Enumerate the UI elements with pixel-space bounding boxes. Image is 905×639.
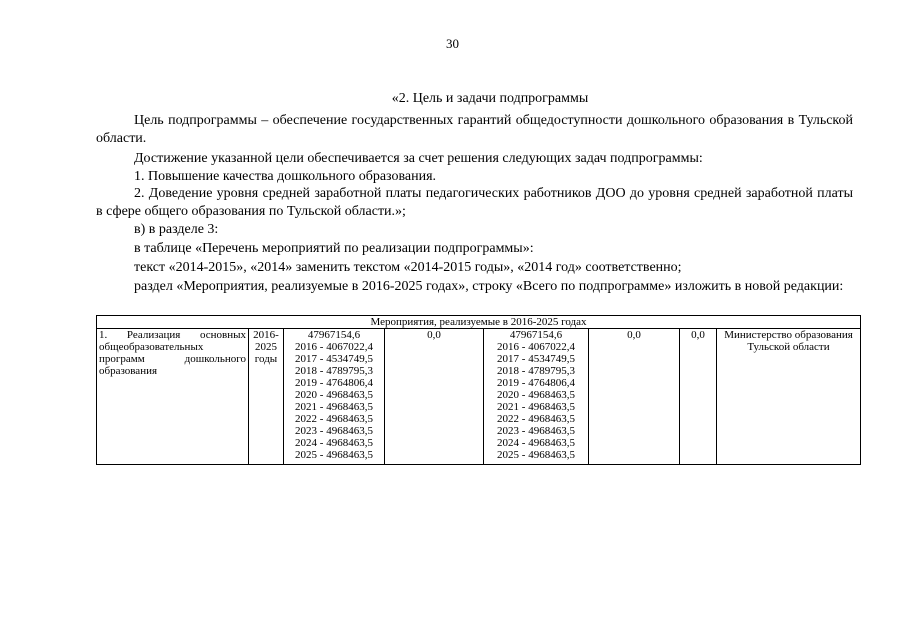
regional-value: 47967154,6 bbox=[509, 329, 563, 341]
regional-year-value: 2023 - 4968463,5 bbox=[497, 425, 575, 437]
table-ref-paragraph: в таблице «Перечень мероприятий по реализации подпрограммы»: bbox=[134, 241, 534, 256]
measure-federal-cell: 0,0 bbox=[385, 329, 484, 465]
measure-municipal-cell: 0,0 bbox=[589, 329, 680, 465]
total-year-value: 2024 - 4968463,5 bbox=[295, 437, 373, 449]
table-row bbox=[97, 329, 861, 465]
regional-year-value: 2020 - 4968463,5 bbox=[497, 389, 575, 401]
measure-period-cell: 2016-2025 годы bbox=[249, 329, 284, 465]
total-year-value: 2023 - 4968463,5 bbox=[295, 425, 373, 437]
table-section-title: Мероприятия, реализуемые в 2016-2025 годах bbox=[97, 316, 861, 329]
measure-total-cell bbox=[284, 329, 385, 465]
achievement-paragraph: Достижение указанной цели обеспечивается за счет решения следующих задач подпрограммы: bbox=[134, 151, 703, 166]
total-year-value: 2019 - 4764806,4 bbox=[295, 377, 373, 389]
total-year-value: 2016 - 4067022,4 bbox=[295, 341, 373, 353]
table-section-header-row bbox=[97, 316, 861, 329]
total-year-value: 2021 - 4968463,5 bbox=[295, 401, 373, 413]
task-2-paragraph: 2. Доведение уровня средней заработной платы педагогических работников ДОО до уровня средней заработной платы в сфере общего образования по Тульской области.»; bbox=[96, 186, 853, 219]
section-heading: «2. Цель и задачи подпрограммы bbox=[391, 91, 589, 106]
total-year-value: 2017 - 4534749,5 bbox=[295, 353, 373, 365]
section-ref-paragraph: в) в разделе 3: bbox=[134, 222, 219, 237]
regional-year-value: 2025 - 4968463,5 bbox=[497, 449, 575, 461]
replace-text-paragraph: текст «2014-2015», «2014» заменить текстом «2014-2015 годы», «2014 год» соответственно; bbox=[134, 260, 682, 275]
regional-year-value: 2024 - 4968463,5 bbox=[497, 437, 575, 449]
total-year-value: 2020 - 4968463,5 bbox=[295, 389, 373, 401]
measure-regional-cell bbox=[484, 329, 589, 465]
page-number: 30 bbox=[446, 36, 459, 51]
total-value: 47967154,6 bbox=[307, 329, 361, 341]
regional-year-value: 2022 - 4968463,5 bbox=[497, 413, 575, 425]
regional-year-value: 2017 - 4534749,5 bbox=[497, 353, 575, 365]
total-year-value: 2025 - 4968463,5 bbox=[295, 449, 373, 461]
regional-year-value: 2016 - 4067022,4 bbox=[497, 341, 575, 353]
measure-executor-cell: Министерство образования Тульской области bbox=[717, 329, 861, 465]
total-year-value: 2022 - 4968463,5 bbox=[295, 413, 373, 425]
regional-year-value: 2019 - 4764806,4 bbox=[497, 377, 575, 389]
goal-paragraph: Цель подпрограммы – обеспечение государственных гарантий общедоступности дошкольного образования в Тульской области. bbox=[96, 113, 853, 146]
regional-year-value: 2021 - 4968463,5 bbox=[497, 401, 575, 413]
measure-extrabudget-cell: 0,0 bbox=[680, 329, 717, 465]
total-year-value: 2018 - 4789795,3 bbox=[295, 365, 373, 377]
section-replace-paragraph: раздел «Мероприятия, реализуемые в 2016-2025 годах», строку «Всего по подпрограмме» изложить в новой редакции: bbox=[134, 279, 844, 294]
measures-table bbox=[96, 315, 861, 465]
regional-year-value: 2018 - 4789795,3 bbox=[497, 365, 575, 377]
task-1-paragraph: 1. Повышение качества дошкольного образования. bbox=[134, 169, 437, 184]
measure-name-cell: 1. Реализация основных общеобразовательных программ дошкольного образования bbox=[97, 329, 249, 465]
